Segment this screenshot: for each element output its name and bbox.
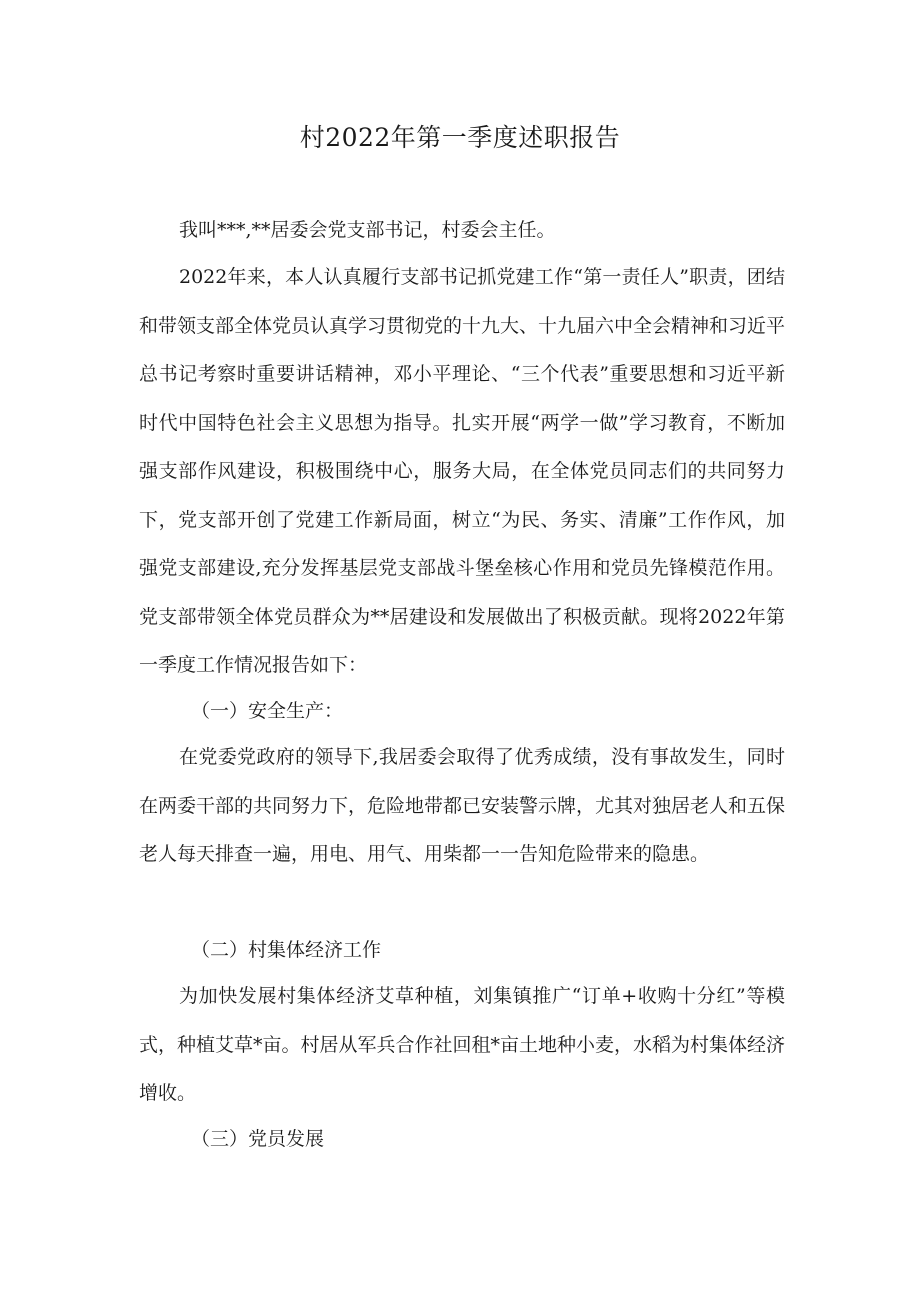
- section-body-economy: 为加快发展村集体经济艾草种植，刘集镇推广“订单+收购十分红”等模式，种植艾草*亩。村居从军兵合作社回租*亩土地种小麦，水稻为村集体经济增收。: [139, 985, 786, 1104]
- document-title: 村2022年第一季度述职报告: [299, 123, 621, 152]
- intro-paragraph: 我叫***,**居委会党支部书记，村委会主任。: [179, 219, 556, 241]
- section-body-safety: 在党委党政府的领导下,我居委会取得了优秀成绩，没有事故发生，同时在两委干部的共同努力下，危险地带都已安装警示牌，尤其对独居老人和五保老人每天排查一遍，用电、用气、用柴都一一告知危险带来的隐患。: [139, 746, 786, 865]
- summary-paragraph: 2022年来，本人认真履行支部书记抓党建工作“第一责任人”职责，团结和带领支部全体党员认真学习贯彻党的十九大、十九届六中全会精神和习近平总书记考察时重要讲话精神，邓小平理论、“三个代表”重要思想和习近平新时代中国特色社会主义思想为指导。扎实开展“两学一做”学习教育，不断加强支部作风建设，积极围绕中心，服务大局，在全体党员同志们的共同努力下，党支部开创了党建工作新局面，树立“为民、务实、清廉”工作作风，加强党支部建设,充分发挥基层党支部战斗堡垒核心作用和党员先锋模范作用。党支部带领全体党员群众为**居建设和发展做出了积极贡献。现将2022年第一季度工作情况报告如下：: [139, 266, 786, 676]
- section-heading-safety: （一）安全生产：: [191, 700, 344, 722]
- section-heading-party: （三）党员发展: [191, 1128, 325, 1150]
- section-heading-economy: （二）村集体经济工作: [191, 939, 382, 961]
